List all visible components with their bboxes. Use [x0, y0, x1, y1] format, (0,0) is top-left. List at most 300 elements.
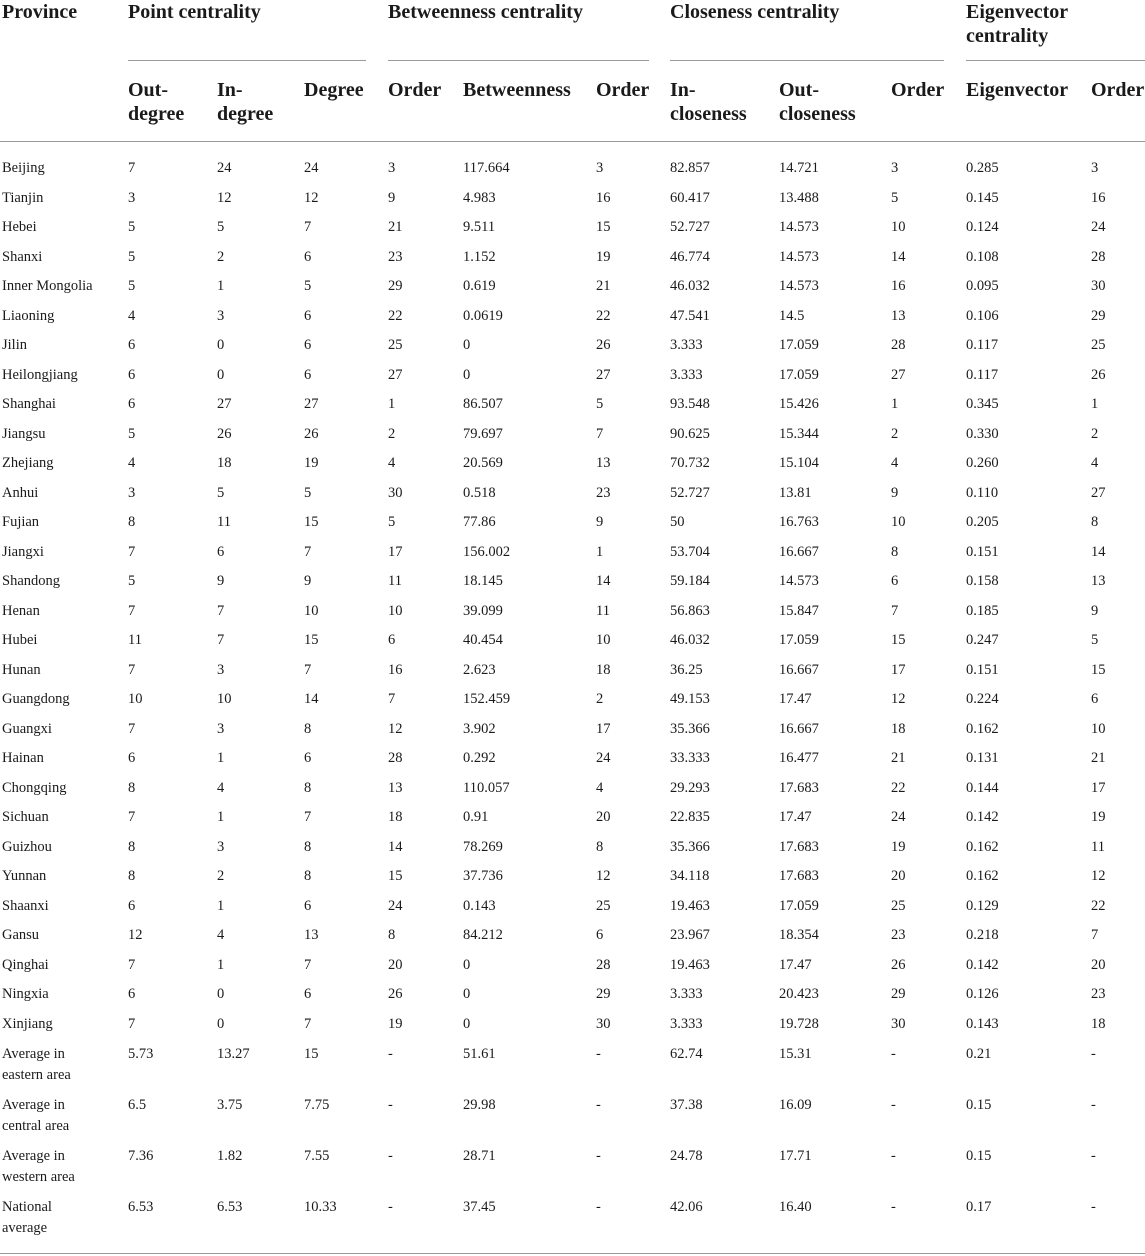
table-cell: 28	[596, 957, 611, 973]
table-cell: 0	[217, 986, 225, 1002]
table-cell: 0.117	[966, 337, 999, 353]
table-cell: 28.71	[463, 1148, 496, 1164]
table-cell: 25	[891, 898, 906, 914]
table-cell: 24.78	[670, 1148, 703, 1164]
table-cell: 0.151	[966, 544, 999, 560]
table-cell: 110.057	[463, 780, 510, 796]
table-cell: 14.573	[779, 573, 819, 589]
table-cell: 7.55	[304, 1148, 330, 1164]
table-cell: 8	[304, 868, 312, 884]
table-cell: 2	[596, 691, 604, 707]
table-cell: 3	[217, 839, 225, 855]
table-cell: 18	[217, 455, 232, 471]
table-cell: 17.683	[779, 780, 819, 796]
table-cell: 0	[217, 367, 225, 383]
table-cell: 6	[304, 337, 312, 353]
table-cell: 11	[388, 573, 402, 589]
table-cell: 7	[304, 957, 312, 973]
table-cell: 24	[596, 750, 611, 766]
table-cell: 13	[596, 455, 611, 471]
table-cell: -	[1091, 1097, 1096, 1113]
table-cell: 52.727	[670, 219, 710, 235]
table-cell: 27	[304, 396, 319, 412]
table-cell: 18	[596, 662, 611, 678]
column-header: Order	[388, 79, 442, 101]
table-cell: 0.145	[966, 190, 999, 206]
table-cell: 22	[891, 780, 906, 796]
table-cell: 3	[1091, 160, 1099, 176]
table-cell: 10	[891, 514, 906, 530]
table-cell: 7	[128, 957, 136, 973]
table-cell: 78.269	[463, 839, 503, 855]
table-cell: 8	[304, 780, 312, 796]
table-cell: 2	[891, 426, 899, 442]
table-cell: -	[1091, 1046, 1096, 1062]
province-cell: Jiangsu	[2, 426, 46, 442]
table-cell: 47.541	[670, 308, 710, 324]
table-cell: 6	[891, 573, 899, 589]
table-cell: 7	[1091, 927, 1099, 943]
table-cell: 33.333	[670, 750, 710, 766]
table-cell: 0.143	[966, 1016, 999, 1032]
table-cell: 1	[1091, 396, 1099, 412]
table-cell: 20	[1091, 957, 1106, 973]
table-cell: 7	[891, 603, 899, 619]
table-cell: 37.736	[463, 868, 503, 884]
table-cell: 4	[388, 455, 396, 471]
table-cell: 16.667	[779, 544, 819, 560]
table-cell: 7	[304, 809, 312, 825]
table-cell: 10	[891, 219, 906, 235]
table-cell: 0.117	[966, 367, 999, 383]
table-cell: 17	[891, 662, 906, 678]
table-cell: 0.158	[966, 573, 999, 589]
table-cell: 0.143	[463, 898, 496, 914]
table-cell: 0.15	[966, 1097, 992, 1113]
table-cell: 21	[891, 750, 906, 766]
table-cell: 1	[217, 809, 225, 825]
table-cell: 7	[128, 721, 136, 737]
table-cell: 3.75	[217, 1097, 243, 1113]
table-cell: 6.5	[128, 1097, 147, 1113]
table-cell: 23	[891, 927, 906, 943]
table-cell: 18.354	[779, 927, 819, 943]
province-cell: Shanghai	[2, 396, 56, 412]
table-cell: 20	[891, 868, 906, 884]
table-cell: 15.31	[779, 1046, 812, 1062]
table-cell: 7	[304, 662, 312, 678]
table-cell: 7	[304, 219, 312, 235]
table-cell: 0	[463, 1016, 471, 1032]
table-cell: 6	[388, 632, 396, 648]
table-cell: 22	[1091, 898, 1106, 914]
province-cell: Qinghai	[2, 957, 49, 973]
table-cell: 50	[670, 514, 685, 530]
table-cell: 16.667	[779, 662, 819, 678]
table-cell: 27	[1091, 485, 1106, 501]
table-cell: 19	[596, 249, 611, 265]
table-cell: 4	[596, 780, 604, 796]
table-cell: 8	[891, 544, 899, 560]
table-cell: 5	[217, 485, 225, 501]
table-cell: 5	[596, 396, 604, 412]
table-cell: 21	[596, 278, 611, 294]
table-cell: 17.059	[779, 632, 819, 648]
table-cell: 10	[128, 691, 143, 707]
table-cell: 4	[217, 780, 225, 796]
table-cell: 0.162	[966, 721, 999, 737]
table-cell: 5	[128, 426, 136, 442]
table-cell: 46.774	[670, 249, 710, 265]
table-cell: 49.153	[670, 691, 710, 707]
table-cell: 23.967	[670, 927, 710, 943]
table-cell: 4	[128, 308, 136, 324]
table-cell: 0.142	[966, 809, 999, 825]
table-cell: 7	[128, 662, 136, 678]
province-cell: Zhejiang	[2, 455, 54, 471]
table-cell: 9	[596, 514, 604, 530]
table-cell: 8	[128, 839, 136, 855]
province-cell: Fujian	[2, 514, 40, 530]
table-cell: 15	[891, 632, 906, 648]
table-cell: 15	[388, 868, 403, 884]
table-cell: -	[891, 1199, 896, 1215]
table-cell: 60.417	[670, 190, 710, 206]
table-cell: 20.569	[463, 455, 503, 471]
table-cell: 0.17	[966, 1199, 992, 1215]
table-cell: 0.124	[966, 219, 999, 235]
table-cell: 5	[388, 514, 396, 530]
group-header: Betweenness centrality	[388, 1, 583, 23]
table-cell: 8	[128, 514, 136, 530]
table-cell: 18.145	[463, 573, 503, 589]
table-cell: 27	[388, 367, 403, 383]
table-cell: 3	[596, 160, 604, 176]
table-cell: 15.104	[779, 455, 819, 471]
table-cell: 4.983	[463, 190, 496, 206]
table-cell: 1	[217, 898, 225, 914]
column-header: Order	[596, 79, 650, 101]
province-cell: Guangxi	[2, 721, 52, 737]
table-cell: 0	[463, 337, 471, 353]
table-cell: 14.721	[779, 160, 819, 176]
table-cell: 17.059	[779, 337, 819, 353]
table-cell: 3	[217, 308, 225, 324]
table-cell: 23	[1091, 986, 1106, 1002]
table-cell: 37.45	[463, 1199, 496, 1215]
column-header: Order	[891, 79, 945, 101]
table-cell: 4	[217, 927, 225, 943]
table-cell: 17.47	[779, 809, 812, 825]
group-rule	[128, 60, 366, 61]
table-cell: 0.151	[966, 662, 999, 678]
header-rule	[0, 141, 1145, 142]
table-cell: 8	[304, 839, 312, 855]
province-cell: Shanxi	[2, 249, 43, 265]
table-cell: 24	[304, 160, 319, 176]
table-cell: 16	[891, 278, 906, 294]
table-cell: -	[596, 1199, 601, 1215]
table-cell: 18	[891, 721, 906, 737]
table-cell: 0.260	[966, 455, 999, 471]
table-cell: 86.507	[463, 396, 503, 412]
table-cell: 18	[388, 809, 403, 825]
province-cell: Henan	[2, 603, 40, 619]
table-cell: 0.218	[966, 927, 999, 943]
table-cell: 84.212	[463, 927, 503, 943]
table-cell: 28	[891, 337, 906, 353]
table-cell: 8	[304, 721, 312, 737]
table-cell: 7.36	[128, 1148, 154, 1164]
table-cell: 0	[217, 337, 225, 353]
table-cell: 46.032	[670, 632, 710, 648]
table-cell: -	[388, 1097, 393, 1113]
table-cell: 17	[1091, 780, 1106, 796]
table-cell: 3	[217, 721, 225, 737]
table-cell: 0.91	[463, 809, 489, 825]
table-cell: -	[891, 1097, 896, 1113]
table-cell: -	[388, 1046, 393, 1062]
table-cell: 26	[891, 957, 906, 973]
table-cell: 2	[217, 868, 225, 884]
table-cell: 0.345	[966, 396, 999, 412]
column-header: Degree	[304, 79, 364, 101]
table-cell: 14	[304, 691, 319, 707]
table-cell: 13.81	[779, 485, 812, 501]
table-cell: 21	[388, 219, 403, 235]
table-cell: 12	[217, 190, 232, 206]
table-cell: 0.330	[966, 426, 999, 442]
province-cell: Jilin	[2, 337, 27, 353]
group-rule	[670, 60, 944, 61]
group-header: Province	[2, 1, 78, 23]
province-cell: National average	[2, 1199, 52, 1236]
table-cell: 156.002	[463, 544, 511, 560]
table-cell: 0.15	[966, 1148, 992, 1164]
table-cell: 14	[388, 839, 403, 855]
table-cell: 1.152	[463, 249, 496, 265]
table-cell: 0.205	[966, 514, 999, 530]
table-cell: 7.75	[304, 1097, 330, 1113]
province-cell: Xinjiang	[2, 1016, 53, 1032]
table-cell: 8	[596, 839, 604, 855]
table-cell: 21	[1091, 750, 1106, 766]
table-cell: 6.53	[217, 1199, 243, 1215]
table-cell: 14.573	[779, 219, 819, 235]
province-cell: Beijing	[2, 160, 45, 176]
table-cell: 16	[1091, 190, 1106, 206]
table-cell: 6	[304, 308, 312, 324]
table-cell: 13	[1091, 573, 1106, 589]
table-cell: 25	[1091, 337, 1106, 353]
table-cell: 23	[596, 485, 611, 501]
table-cell: 19	[304, 455, 319, 471]
table-cell: 37.38	[670, 1097, 703, 1113]
table-cell: 19	[388, 1016, 403, 1032]
table-cell: -	[388, 1199, 393, 1215]
table-cell: 8	[388, 927, 396, 943]
table-cell: 70.732	[670, 455, 710, 471]
table-cell: 17.059	[779, 898, 819, 914]
table-cell: 23	[388, 249, 403, 265]
table-cell: 6	[596, 927, 604, 943]
table-cell: 30	[1091, 278, 1106, 294]
table-cell: 0.129	[966, 898, 999, 914]
table-cell: 1	[596, 544, 604, 560]
table-cell: 14	[1091, 544, 1106, 560]
province-cell: Sichuan	[2, 809, 49, 825]
table-cell: 17	[596, 721, 611, 737]
province-cell: Heilongjiang	[2, 367, 78, 383]
table-cell: 26	[388, 986, 403, 1002]
table-cell: 7	[128, 544, 136, 560]
table-cell: 18	[1091, 1016, 1106, 1032]
table-cell: -	[596, 1046, 601, 1062]
table-cell: 11	[596, 603, 610, 619]
table-cell: 79.697	[463, 426, 503, 442]
province-cell: Shandong	[2, 573, 60, 589]
table-cell: 13	[388, 780, 403, 796]
table-cell: 0.142	[966, 957, 999, 973]
table-cell: 0.162	[966, 868, 999, 884]
table-cell: -	[388, 1148, 393, 1164]
table-cell: 17.683	[779, 839, 819, 855]
table-cell: 3	[128, 190, 136, 206]
group-header: Eigenvector centrality	[966, 1, 1069, 47]
table-cell: 20	[596, 809, 611, 825]
table-cell: 14	[891, 249, 906, 265]
province-cell: Inner Mongolia	[2, 278, 93, 294]
table-cell: 19.463	[670, 898, 710, 914]
table-cell: 0.144	[966, 780, 999, 796]
table-cell: 22	[596, 308, 611, 324]
table-cell: 24	[891, 809, 906, 825]
table-cell: 0.285	[966, 160, 999, 176]
province-cell: Ningxia	[2, 986, 49, 1002]
table-cell: 42.06	[670, 1199, 703, 1215]
table-cell: 26	[596, 337, 611, 353]
table-cell: 3.333	[670, 337, 703, 353]
table-cell: 3	[217, 662, 225, 678]
table-cell: 26	[304, 426, 319, 442]
province-cell: Hunan	[2, 662, 41, 678]
table-cell: 26	[217, 426, 232, 442]
table-cell: 7	[596, 426, 604, 442]
table-cell: 30	[891, 1016, 906, 1032]
table-cell: 27	[891, 367, 906, 383]
table-cell: 17.47	[779, 691, 812, 707]
table-cell: 15	[304, 1046, 319, 1062]
table-cell: 3.333	[670, 986, 703, 1002]
table-cell: 15	[1091, 662, 1106, 678]
column-header: Order	[1091, 79, 1145, 101]
table-cell: 0.162	[966, 839, 999, 855]
table-cell: 0.224	[966, 691, 999, 707]
table-cell: 10.33	[304, 1199, 337, 1215]
table-cell: 0.095	[966, 278, 999, 294]
table-cell: 5	[128, 573, 136, 589]
table-cell: 29	[388, 278, 403, 294]
table-cell: 12	[596, 868, 611, 884]
table-cell: 6	[128, 396, 136, 412]
table-cell: 3	[128, 485, 136, 501]
table-cell: -	[891, 1148, 896, 1164]
table-cell: 90.625	[670, 426, 710, 442]
table-cell: 13	[891, 308, 906, 324]
table-cell: 19	[891, 839, 906, 855]
table-cell: 29	[1091, 308, 1106, 324]
table-cell: 5	[1091, 632, 1099, 648]
table-cell: 0.126	[966, 986, 999, 1002]
group-rule	[388, 60, 649, 61]
table-cell: 17.059	[779, 367, 819, 383]
table-cell: 7	[304, 544, 312, 560]
table-cell: 4	[891, 455, 899, 471]
table-cell: 17	[388, 544, 403, 560]
table-cell: -	[1091, 1148, 1096, 1164]
table-cell: 12	[304, 190, 319, 206]
table-cell: 6	[128, 898, 136, 914]
table-cell: 30	[388, 485, 403, 501]
table-cell: 4	[1091, 455, 1099, 471]
table-cell: 7	[304, 1016, 312, 1032]
province-cell: Tianjin	[2, 190, 44, 206]
column-header: Betweenness	[463, 79, 571, 101]
table-cell: 6	[304, 750, 312, 766]
table-cell: 24	[217, 160, 232, 176]
table-cell: 16.477	[779, 750, 819, 766]
table-cell: 0.106	[966, 308, 999, 324]
table-cell: 40.454	[463, 632, 503, 648]
table-cell: 5	[304, 278, 312, 294]
table-cell: 93.548	[670, 396, 710, 412]
table-cell: 29	[596, 986, 611, 1002]
table-cell: 152.459	[463, 691, 511, 707]
table-cell: 13.27	[217, 1046, 250, 1062]
table-cell: 3.333	[670, 367, 703, 383]
table-cell: 6	[128, 367, 136, 383]
table-cell: 4	[128, 455, 136, 471]
table-cell: 15	[596, 219, 611, 235]
table-cell: 16.763	[779, 514, 819, 530]
table-cell: 7	[128, 603, 136, 619]
table-cell: 6	[304, 898, 312, 914]
table-cell: 2	[217, 249, 225, 265]
table-cell: 14.573	[779, 249, 819, 265]
table-cell: 15.847	[779, 603, 819, 619]
table-cell: -	[596, 1148, 601, 1164]
table-cell: -	[1091, 1199, 1096, 1215]
table-cell: 22.835	[670, 809, 710, 825]
table-cell: 28	[1091, 249, 1106, 265]
table-cell: 7	[128, 1016, 136, 1032]
table-cell: 0.21	[966, 1046, 992, 1062]
table-cell: 1	[217, 750, 225, 766]
table-cell: 10	[217, 691, 232, 707]
table-cell: 13.488	[779, 190, 819, 206]
table-cell: 8	[1091, 514, 1099, 530]
table-cell: 1.82	[217, 1148, 243, 1164]
table-cell: 9	[891, 485, 899, 501]
table-cell: 16.667	[779, 721, 819, 737]
column-header: In- degree	[217, 79, 274, 125]
table-cell: 5	[128, 219, 136, 235]
table-cell: 9	[388, 190, 396, 206]
table-cell: 27	[217, 396, 232, 412]
table-cell: 0.110	[966, 485, 999, 501]
table-cell: 2.623	[463, 662, 496, 678]
table-cell: 1	[217, 278, 225, 294]
